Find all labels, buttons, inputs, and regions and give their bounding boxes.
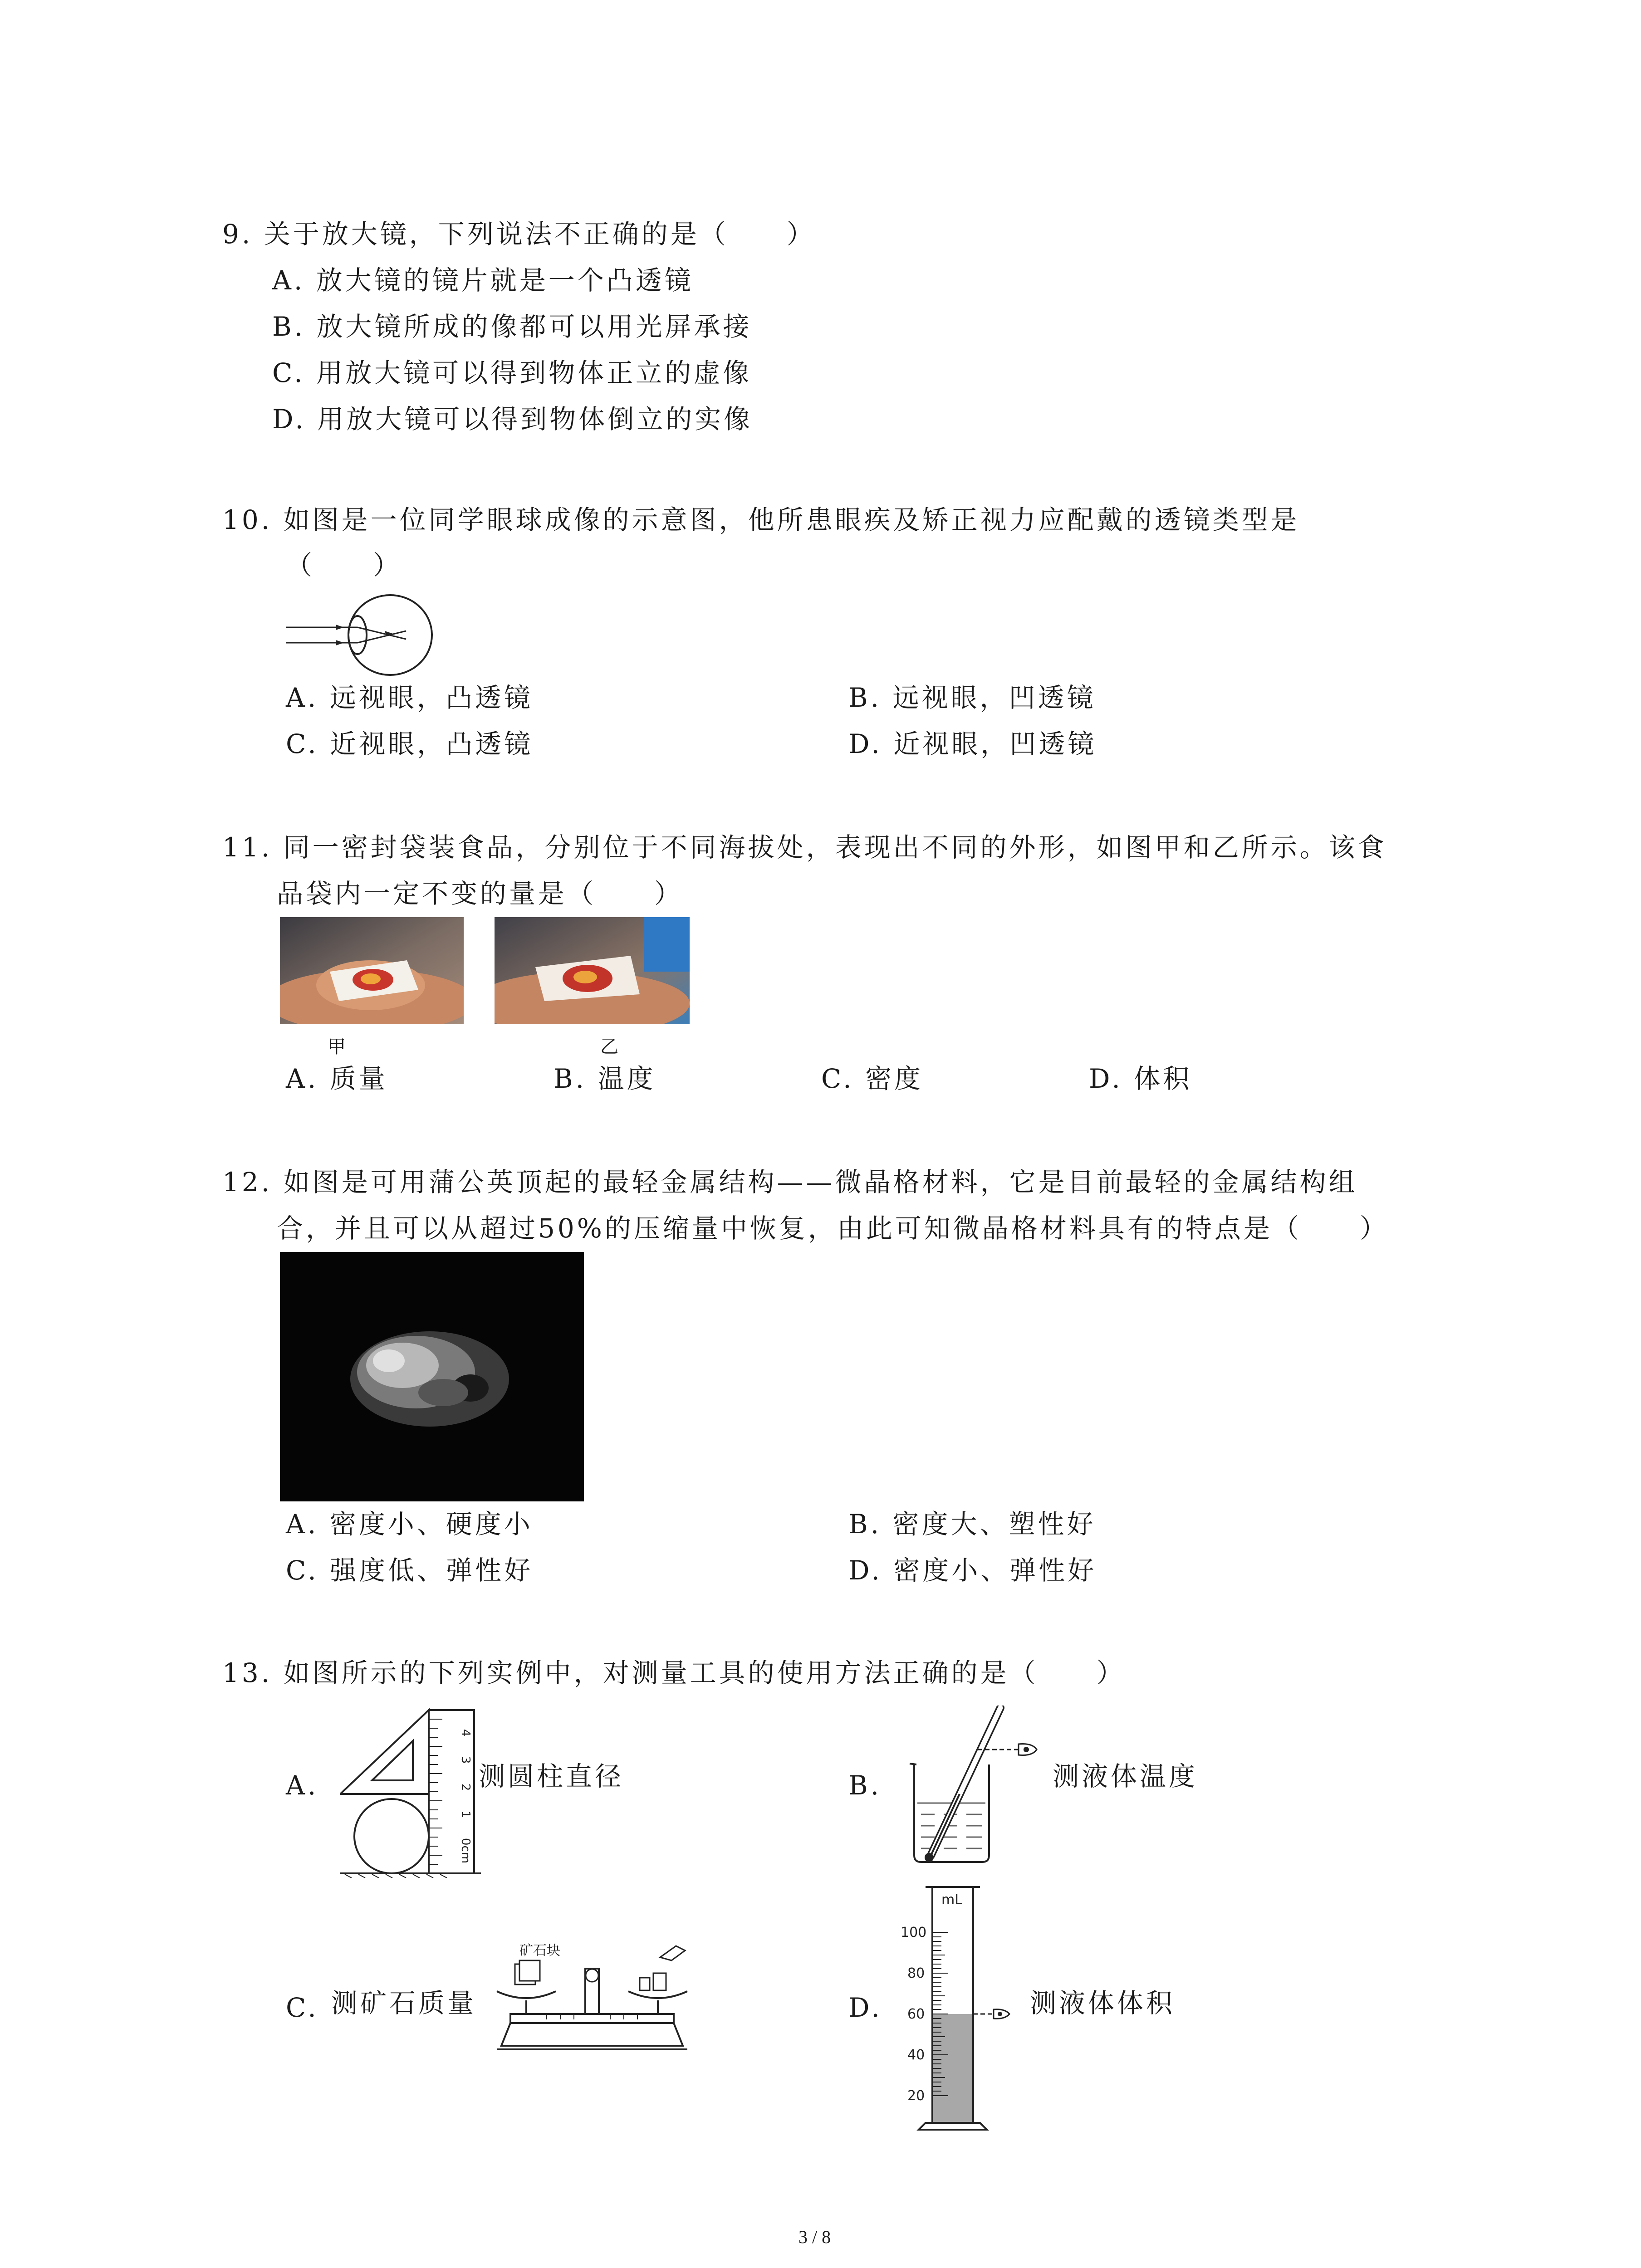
q13-option-b-letter[interactable]: B. — [848, 1770, 882, 1801]
q12-option-d[interactable]: D. 密度小、弹性好 — [848, 1555, 1097, 1586]
q10-option-a[interactable]: A. 远视眼，凸透镜 — [286, 682, 533, 713]
balance-diagram — [492, 1941, 692, 2059]
eye-diagram — [281, 592, 440, 678]
q13-option-b-text: 测液体温度 — [1053, 1761, 1198, 1792]
q13-option-c-text: 测矿石质量 — [331, 1988, 477, 2019]
cylinder-tick-100: 100 — [901, 1925, 927, 1941]
cylinder-tick-40: 40 — [907, 2047, 925, 2063]
ruler-tick-4: 4 — [459, 1729, 472, 1737]
ruler-tick-2: 2 — [459, 1783, 472, 1791]
q13-option-a-text: 测圆柱直径 — [479, 1761, 624, 1792]
thermometer-beaker-diagram — [907, 1706, 1062, 1864]
q11-option-a[interactable]: A. 质量 — [286, 1063, 388, 1094]
q12-stem-line1: 12. 如图是可用蒲公英顶起的最轻金属结构——微晶格材料，它是目前最轻的金属结构组 — [222, 1167, 1358, 1198]
caption-a: 甲 — [328, 1036, 346, 1057]
q13-option-d-text: 测液体体积 — [1030, 1988, 1176, 2019]
cylinder-tick-60: 60 — [907, 2006, 925, 2022]
photo-bag-a — [280, 917, 464, 1024]
q11-option-b[interactable]: B. 温度 — [554, 1063, 656, 1094]
q12-stem-line2: 合，并且可以从超过50%的压缩量中恢复，由此可知微晶格材料具有的特点是（ ） — [277, 1213, 1389, 1244]
q9-option-d[interactable]: D. 用放大镜可以得到物体倒立的实像 — [272, 404, 753, 435]
q11-stem-line1: 11. 同一密封袋装食品，分别位于不同海拔处，表现出不同的外形，如图甲和乙所示。该食 — [222, 832, 1387, 863]
photo-bag-b — [495, 917, 690, 1024]
ruler-tick-0cm: 0cm — [459, 1838, 472, 1864]
q13-option-c-letter[interactable]: C. — [286, 1992, 319, 2023]
ruler-tick-1: 1 — [459, 1810, 472, 1818]
q11-stem-line2: 品袋内一定不变的量是（ ） — [277, 878, 684, 909]
q9-option-b[interactable]: B. 放大镜所成的像都可以用光屏承接 — [272, 311, 752, 342]
ore-label: 矿石块 — [519, 1943, 560, 1959]
ruler-tick-3: 3 — [459, 1756, 472, 1764]
page-number: 3 / 8 — [798, 2227, 831, 2247]
q13-option-a-letter[interactable]: A. — [286, 1770, 319, 1801]
q11-option-c[interactable]: C. 密度 — [821, 1063, 924, 1094]
q10-option-d[interactable]: D. 近视眼，凹透镜 — [848, 728, 1097, 759]
photo-microlattice — [280, 1252, 584, 1501]
q9-option-c[interactable]: C. 用放大镜可以得到物体正立的虚像 — [272, 357, 752, 388]
q13-stem: 13. 如图所示的下列实例中，对测量工具的使用方法正确的是（ ） — [222, 1657, 1126, 1688]
q9-option-a[interactable]: A. 放大镜的镜片就是一个凸透镜 — [272, 265, 694, 296]
ruler-cylinder-diagram — [340, 1706, 485, 1878]
q9-stem: 9. 关于放大镜，下列说法不正确的是（ ） — [222, 219, 816, 249]
q12-option-b[interactable]: B. 密度大、塑性好 — [848, 1509, 1096, 1540]
cylinder-tick-20: 20 — [907, 2088, 925, 2104]
graduated-cylinder-diagram — [896, 1882, 1041, 2136]
q10-option-c[interactable]: C. 近视眼，凸透镜 — [286, 728, 534, 759]
cylinder-tick-80: 80 — [907, 1965, 925, 1981]
cylinder-unit: mL — [941, 1892, 962, 1908]
q12-option-a[interactable]: A. 密度小、硬度小 — [286, 1509, 533, 1540]
q10-stem: 10. 如图是一位同学眼球成像的示意图，他所患眼疾及矫正视力应配戴的透镜类型是 — [222, 504, 1300, 535]
q11-option-d[interactable]: D. 体积 — [1089, 1063, 1192, 1094]
q13-option-d-letter[interactable]: D. — [848, 1992, 882, 2023]
q10-paren: （ ） — [286, 550, 402, 581]
q10-option-b[interactable]: B. 远视眼，凹透镜 — [848, 682, 1096, 713]
q12-option-c[interactable]: C. 强度低、弹性好 — [286, 1555, 534, 1586]
caption-b: 乙 — [600, 1036, 618, 1057]
